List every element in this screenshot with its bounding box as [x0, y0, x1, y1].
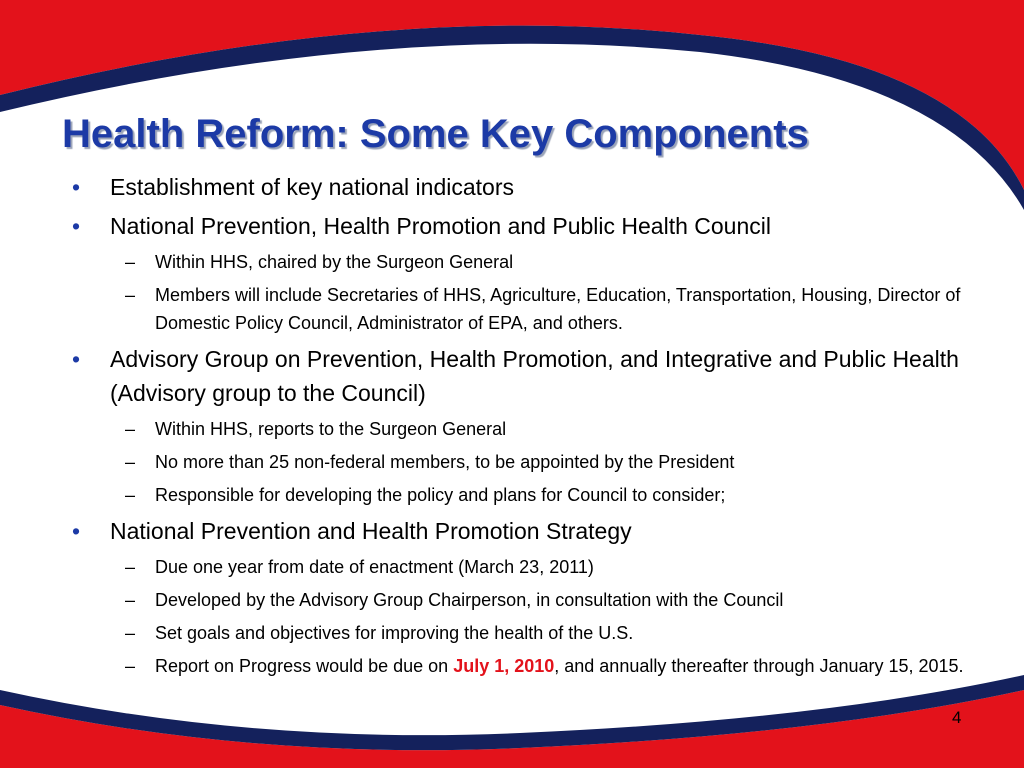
sub-bullet-text: Developed by the Advisory Group Chairperson, in consultation with the Council [155, 590, 784, 610]
sub-bullet-item [70, 619, 1000, 647]
slide-body [70, 170, 1000, 685]
sub-bullet-item [70, 481, 1000, 509]
dash-icon: – [125, 419, 136, 439]
bullet-icon: • [72, 518, 81, 544]
dash-icon: – [125, 452, 136, 472]
bullet-item [70, 342, 1000, 410]
sub-bullet-text-before: Report on Progress would be due on [155, 656, 454, 676]
sub-bullet-text: Within HHS, reports to the Surgeon General [155, 419, 507, 439]
sub-bullet-text: Within HHS, chaired by the Surgeon General [155, 252, 514, 272]
dash-icon: – [125, 557, 136, 577]
sub-bullet-text: Set goals and objectives for improving the health of the U.S. [155, 623, 634, 643]
page-number: 4 [952, 708, 962, 727]
sub-bullet-text: No more than 25 non-federal members, to be appointed by the President [155, 452, 735, 472]
sub-bullet-item [70, 248, 1000, 276]
bullet-icon: • [72, 346, 81, 372]
sub-bullet-item [70, 281, 1000, 337]
highlight-date: July 1, 2010 [453, 656, 555, 676]
sub-bullet-item [70, 652, 1000, 680]
dash-icon: – [125, 656, 136, 676]
bullet-item [70, 209, 1000, 243]
sub-bullet-item [70, 415, 1000, 443]
bullet-text: Advisory Group on Prevention, Health Promotion, and Integrative and Public Health (Advisory group to the Council) [110, 346, 959, 406]
sub-bullet-item [70, 448, 1000, 476]
sub-bullet-text: Responsible for developing the policy and plans for Council to consider; [155, 485, 726, 505]
dash-icon: – [125, 252, 136, 272]
bullet-text: National Prevention and Health Promotion Strategy [110, 518, 632, 544]
sub-bullet-text-after: , and annually thereafter through January 15, 2015. [554, 656, 964, 676]
bullet-item [70, 514, 1000, 548]
bullet-item [70, 170, 1000, 204]
bullet-icon: • [72, 213, 81, 239]
sub-bullet-text: Due one year from date of enactment (March 23, 2011) [155, 557, 594, 577]
bullet-text: Establishment of key national indicators [110, 174, 514, 200]
sub-bullet-item [70, 553, 1000, 581]
bullet-icon: • [72, 174, 81, 200]
bullet-text: National Prevention, Health Promotion and Public Health Council [110, 213, 771, 239]
sub-bullet-text: Members will include Secretaries of HHS, Agriculture, Education, Transportation, Housing, Director of Domestic Policy Council, Administrator of EPA, and others. [155, 285, 961, 333]
slide-title: Health Reform: Some Key Components [62, 112, 809, 156]
dash-icon: – [125, 485, 136, 505]
dash-icon: – [125, 285, 136, 305]
sub-bullet-item [70, 586, 1000, 614]
dash-icon: – [125, 623, 136, 643]
dash-icon: – [125, 590, 136, 610]
